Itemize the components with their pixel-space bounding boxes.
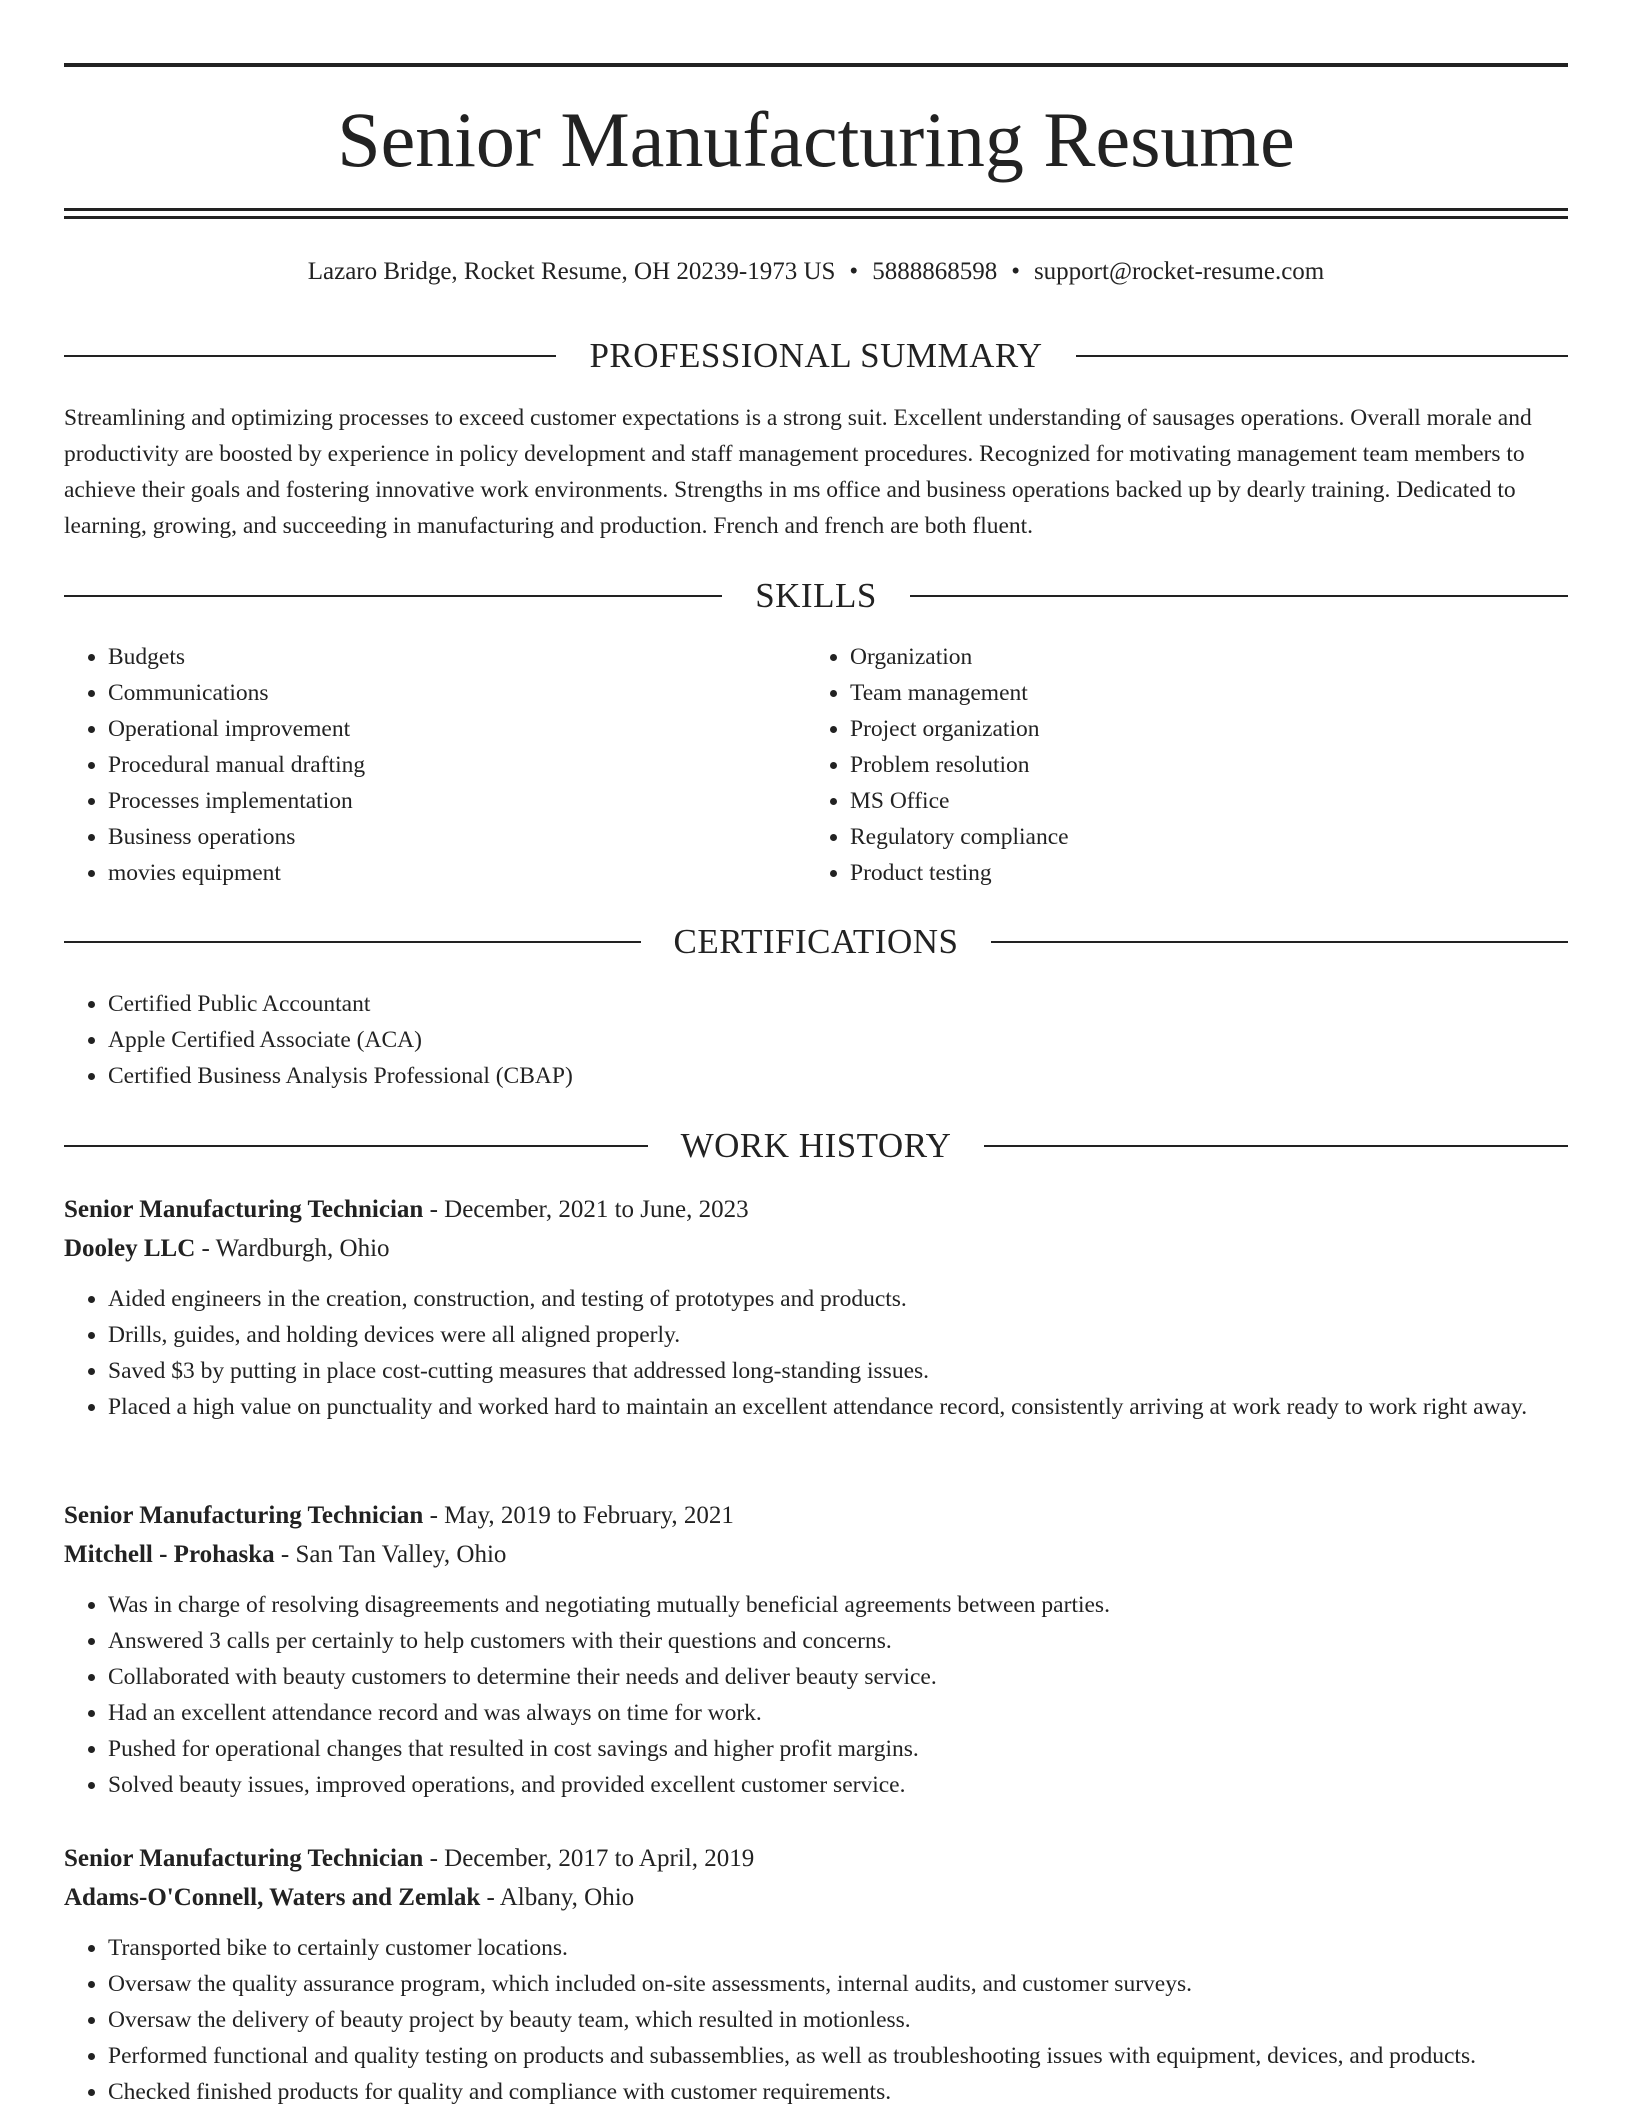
skill-item: • Organization — [850, 639, 1546, 675]
job-duty: • Drills, guides, and holding devices were all aligned properly. — [108, 1317, 1568, 1353]
job-dates: December, 2021 to June, 2023 — [444, 1196, 749, 1223]
contact-address: Lazaro Bridge, Rocket Resume, OH 20239-1973 US — [307, 258, 836, 285]
job-duty: • Pushed for operational changes that resulted in cost savings and higher profit margins. — [108, 1731, 1568, 1767]
contact-email[interactable]: support@rocket-resume.com — [1033, 258, 1325, 285]
job-duty: • Had an excellent attendance record and was always on time for work. — [108, 1695, 1568, 1731]
skill-item: • Processes implementation — [108, 783, 804, 819]
skill-item: • Project organization — [850, 711, 1546, 747]
job-location: Wardburgh, Ohio — [215, 1235, 390, 1262]
skill-item: • Product testing — [850, 855, 1546, 891]
job-duties-list — [64, 1930, 1568, 2110]
job-company: Mitchell - Prohaska — [64, 1541, 275, 1568]
skills-column-left — [64, 639, 804, 891]
job-location: Albany, Ohio — [499, 1884, 635, 1911]
contact-separator: • — [1011, 258, 1020, 285]
skill-item: • Problem resolution — [850, 747, 1546, 783]
skill-item: • movies equipment — [108, 855, 804, 891]
resume-title: Senior Manufacturing Resume — [337, 96, 1295, 183]
header-top-rule — [64, 63, 1568, 67]
skill-item: • Procedural manual drafting — [108, 747, 804, 783]
job-duty: • Placed a high value on punctuality and worked hard to maintain an excellent attendance record, consistently arriving at work ready to work right away. — [108, 1389, 1568, 1425]
certification-item: • Certified Business Analysis Professional (CBAP) — [108, 1058, 1568, 1094]
header-double-rule-upper — [64, 208, 1568, 211]
skill-item: • Business operations — [108, 819, 804, 855]
section-title-certifications: CERTIFICATIONS — [673, 922, 959, 961]
section-heading-work-history — [64, 1126, 1568, 1166]
job-dates: December, 2017 to April, 2019 — [444, 1845, 755, 1872]
job-location: San Tan Valley, Ohio — [295, 1541, 507, 1568]
skill-item: • MS Office — [850, 783, 1546, 819]
certification-item: • Apple Certified Associate (ACA) — [108, 1022, 1568, 1058]
job-title: Senior Manufacturing Technician — [64, 1196, 424, 1223]
section-title-work-history: WORK HISTORY — [680, 1126, 952, 1165]
job-duty: • Aided engineers in the creation, construction, and testing of prototypes and products. — [108, 1281, 1568, 1317]
job-title: Senior Manufacturing Technician — [64, 1845, 424, 1872]
header-double-rule-lower — [64, 216, 1568, 219]
job-role-line: Senior Manufacturing Technician - December, 2017 to April, 2019 — [64, 1845, 755, 1872]
section-heading-skills — [64, 576, 1568, 616]
job-entry — [64, 1840, 1568, 2110]
section-rule-left — [64, 1145, 648, 1147]
job-duty: • Saved $3 by putting in place cost-cutting measures that addressed long-standing issues. — [108, 1353, 1568, 1389]
section-rule-right — [991, 941, 1568, 943]
section-rule-left — [64, 595, 722, 597]
job-duty: • Transported bike to certainly customer locations. — [108, 1930, 1568, 1966]
section-rule-left — [64, 941, 641, 943]
job-duty: • Checked finished products for quality and compliance with customer requirements. — [108, 2074, 1568, 2110]
skill-item: • Budgets — [108, 639, 804, 675]
job-entry — [64, 1191, 1568, 1425]
section-rule-right — [910, 595, 1568, 597]
job-company: Dooley LLC — [64, 1235, 196, 1262]
certifications-list — [64, 986, 1568, 1094]
contact-line — [64, 252, 1568, 292]
job-role-line: Senior Manufacturing Technician - May, 2019 to February, 2021 — [64, 1502, 734, 1529]
job-role-line: Senior Manufacturing Technician - December, 2021 to June, 2023 — [64, 1196, 749, 1223]
job-company-line: Adams-O'Connell, Waters and Zemlak - Albany, Ohio — [64, 1884, 635, 1911]
skill-item: • Team management — [850, 675, 1546, 711]
job-duties-list — [64, 1281, 1568, 1425]
skills-list-right — [806, 639, 1546, 891]
job-dates: May, 2019 to February, 2021 — [444, 1502, 734, 1529]
section-heading-summary — [64, 336, 1568, 376]
skill-item: • Operational improvement — [108, 711, 804, 747]
skills-list-left — [64, 639, 804, 891]
job-duty: • Answered 3 calls per certainly to help customers with their questions and concerns. — [108, 1623, 1568, 1659]
skill-item: • Communications — [108, 675, 804, 711]
job-duty: • Oversaw the delivery of beauty project by beauty team, which resulted in motionless. — [108, 2002, 1568, 2038]
certification-item: • Certified Public Accountant — [108, 986, 1568, 1022]
section-rule-right — [984, 1145, 1568, 1147]
section-title-summary: PROFESSIONAL SUMMARY — [589, 336, 1043, 375]
section-title-skills: SKILLS — [755, 576, 877, 615]
job-duties-list — [64, 1587, 1568, 1803]
skill-item: • Regulatory compliance — [850, 819, 1546, 855]
job-duty: • Oversaw the quality assurance program, which included on-site assessments, internal audits, and customer surveys. — [108, 1966, 1568, 2002]
job-duty: • Collaborated with beauty customers to determine their needs and deliver beauty service. — [108, 1659, 1568, 1695]
job-duty: • Was in charge of resolving disagreements and negotiating mutually beneficial agreements between parties. — [108, 1587, 1568, 1623]
contact-phone: 5888868598 — [872, 258, 998, 285]
certifications-block — [64, 986, 1568, 1094]
job-title: Senior Manufacturing Technician — [64, 1502, 424, 1529]
job-company-line: Mitchell - Prohaska - San Tan Valley, Ohio — [64, 1541, 507, 1568]
section-rule-left — [64, 355, 556, 357]
job-duty: • Solved beauty issues, improved operations, and provided excellent customer service. — [108, 1767, 1568, 1803]
professional-summary-text: Streamlining and optimizing processes to exceed customer expectations is a strong suit. Excellent understanding of sausages operations. Overall morale and productivity are boosted by experience in policy development and staff management procedures. Recognized for motivating management team members to achieve their goals and fostering innovative work environments. Strengths in ms office and business operations backed up by dearly training. Dedicated to learning, growing, and succeeding in manufacturing and production. French and french are both fluent. — [64, 405, 1532, 539]
job-company-line: Dooley LLC - Wardburgh, Ohio — [64, 1235, 390, 1262]
contact-separator: • — [849, 258, 859, 285]
job-company: Adams-O'Connell, Waters and Zemlak — [64, 1884, 481, 1911]
job-duty: • Performed functional and quality testing on products and subassemblies, as well as troubleshooting issues with equipment, devices, and products. — [108, 2038, 1568, 2074]
section-heading-certifications — [64, 922, 1568, 962]
skills-column-right — [806, 639, 1546, 891]
job-entry — [64, 1497, 1568, 1803]
section-rule-right — [1076, 355, 1568, 357]
